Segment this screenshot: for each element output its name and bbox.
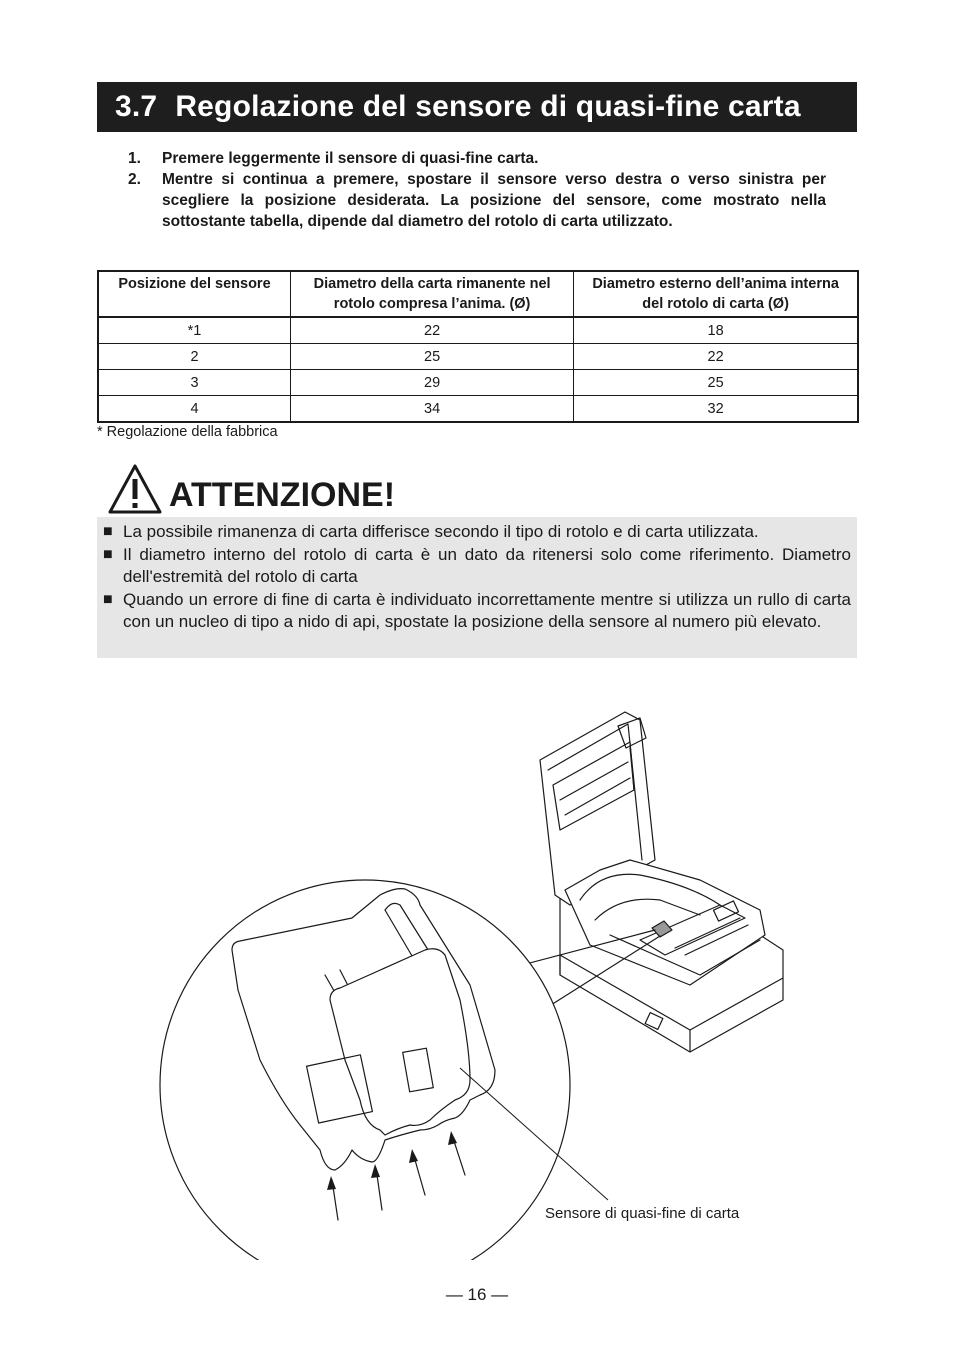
column-header: Diametro della carta rimanente nel rotolo compresa l’anima. (Ø) xyxy=(290,271,573,317)
page-number: — 16 — xyxy=(445,1285,509,1304)
table-cell: 29 xyxy=(290,370,573,396)
table-header-row xyxy=(98,271,858,317)
table-cell: 32 xyxy=(574,396,858,423)
sensor-position-table xyxy=(97,270,859,423)
step-item xyxy=(128,169,826,232)
column-header: Diametro esterno dell’anima interna del rotolo di carta (Ø) xyxy=(574,271,858,317)
warning-item xyxy=(103,544,851,589)
section-title: Regolazione del sensore di quasi-fine carta xyxy=(175,90,801,123)
step-text: Premere leggermente il sensore di quasi-fine carta. xyxy=(162,150,539,167)
table-cell: 2 xyxy=(98,344,290,370)
table-cell: 25 xyxy=(290,344,573,370)
step-item xyxy=(128,148,826,169)
table-cell: 22 xyxy=(574,344,858,370)
warning-heading xyxy=(107,459,395,515)
table-row xyxy=(98,370,858,396)
warning-item xyxy=(103,521,851,544)
column-header: Posizione del sensore xyxy=(98,271,290,317)
table-row xyxy=(98,396,858,423)
bullet-square-icon: ■ xyxy=(103,545,113,563)
table-row xyxy=(98,317,858,344)
step-number: 2. xyxy=(128,171,141,188)
table-cell: 18 xyxy=(574,317,858,344)
table-cell: *1 xyxy=(98,317,290,344)
table-footnote: * Regolazione della fabbrica xyxy=(97,424,278,440)
table-cell: 22 xyxy=(290,317,573,344)
warning-item xyxy=(103,589,851,634)
warning-box xyxy=(97,517,857,658)
warning-text: Quando un errore di fine di carta è individuato incorrettamente mentre si utilizza un rullo di carta con un nucleo di tipo a nido di api, spostate la posizione della sensore al numero più elevato. xyxy=(123,589,851,632)
printer-sensor-illustration xyxy=(140,700,800,1260)
table-cell: 3 xyxy=(98,370,290,396)
section-title-bar xyxy=(97,82,857,132)
table-cell: 34 xyxy=(290,396,573,423)
bullet-square-icon: ■ xyxy=(103,523,113,540)
section-number: 3.7 xyxy=(115,90,158,123)
warning-triangle-icon xyxy=(107,463,163,515)
instruction-steps xyxy=(128,148,826,232)
bullet-square-icon: ■ xyxy=(103,590,113,608)
warning-title: ATTENZIONE! xyxy=(169,476,396,514)
step-text: Mentre si continua a premere, spostare il sensore verso destra o verso sinistra per scegliere la posizione desiderata. La posizione del sensore, come mostrato nella sottostante tabella, dipende dal diametro del rotolo di carta utilizzato. xyxy=(162,171,826,230)
table-cell: 25 xyxy=(574,370,858,396)
table-row xyxy=(98,344,858,370)
warning-text: Il diametro interno del rotolo di carta è un dato da ritenersi solo come riferimento. Diametro dell'estremità del rotolo di carta xyxy=(123,544,851,587)
warning-text: La possibile rimanenza di carta differisce secondo il tipo di rotolo e di carta utilizzata. xyxy=(123,522,759,541)
table-cell: 4 xyxy=(98,396,290,423)
step-number: 1. xyxy=(128,150,141,167)
sensor-callout-label: Sensore di quasi-fine di carta xyxy=(545,1205,740,1222)
